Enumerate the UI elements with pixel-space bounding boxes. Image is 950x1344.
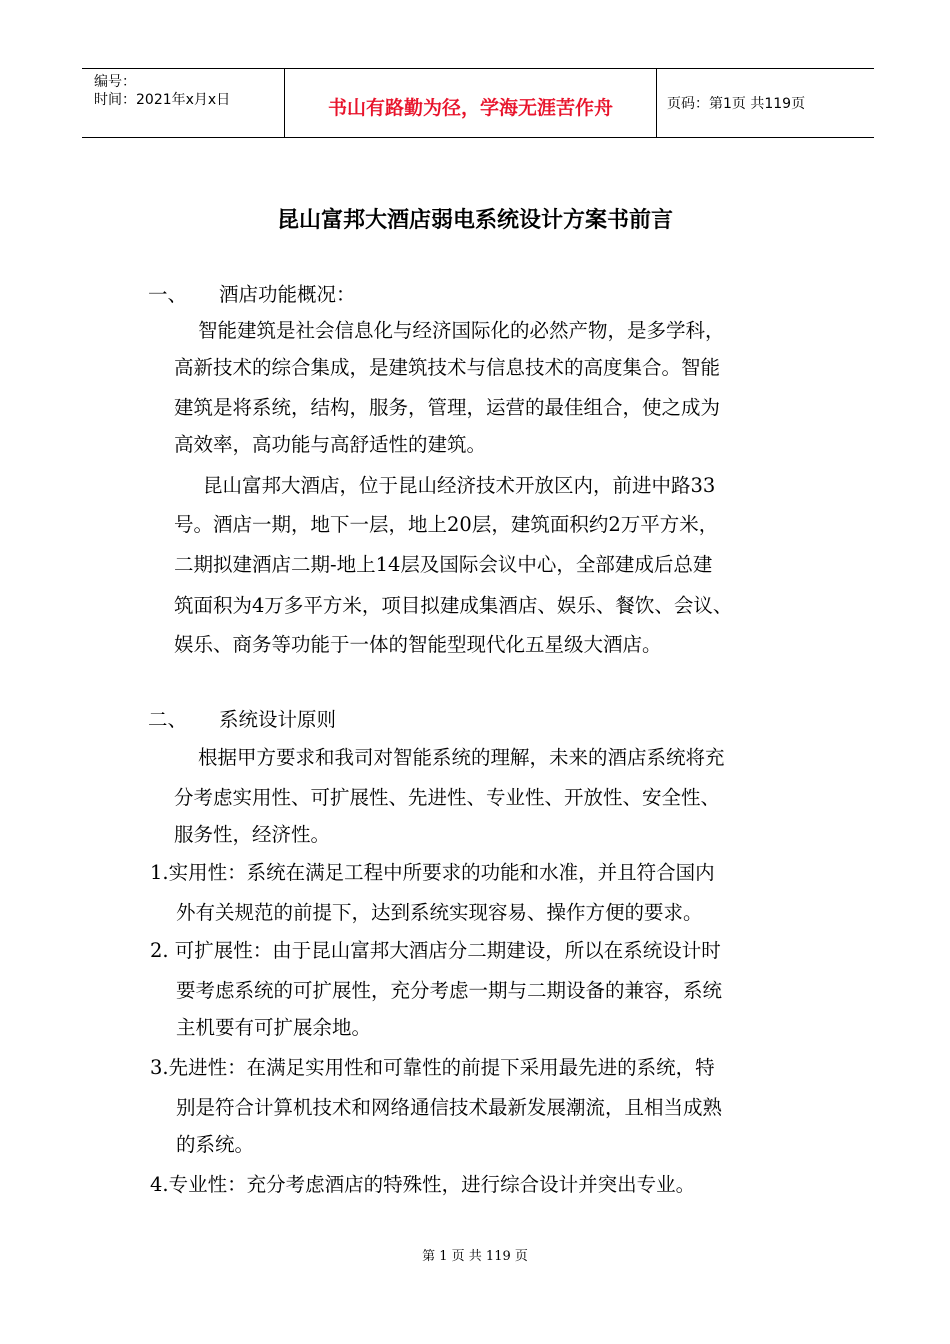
section2-intro-line: 根据甲方要求和我司对智能系统的理解，未来的酒店系统将充: [198, 746, 725, 769]
section1-p1-line: 高效率，高功能与高舒适性的建筑。: [174, 433, 487, 456]
principle-item-line: 外有关规范的前提下，达到系统实现容易、操作方便的要求。: [176, 901, 703, 924]
section1-p2-line: 昆山富邦大酒店，位于昆山经济技术开放区内，前进中路33: [203, 474, 716, 497]
section1-p2-line: 筑面积为4万多平方米，项目拟建成集酒店、娱乐、餐饮、会议、: [174, 594, 733, 617]
document-title: 昆山富邦大酒店弱电系统设计方案书前言: [276, 208, 673, 233]
header-right-cell: [657, 69, 874, 137]
header-page-code: 页码：第1页 共119页: [667, 96, 806, 112]
principle-item-line: 别是符合计算机技术和网络通信技术最新发展潮流，且相当成熟: [176, 1096, 723, 1119]
document-time-label: 时间：2021年x月x日: [94, 92, 231, 108]
page-header: [82, 68, 874, 138]
principle-item-line: 4.专业性：充分考虑酒店的特殊性，进行综合设计并突出专业。: [150, 1173, 696, 1196]
section1-p2-line: 号。酒店一期，地下一层，地上20层，建筑面积约2万平方米，: [174, 513, 719, 536]
section1-p1-line: 建筑是将系统，结构，服务，管理，运营的最佳组合，使之成为: [174, 396, 721, 419]
header-middle-cell: [285, 69, 657, 137]
header-left-cell: [82, 69, 285, 137]
section2-intro-line: 服务性，经济性。: [174, 823, 331, 846]
section1-heading-number: 一、: [148, 283, 188, 306]
principle-item-line: 1.实用性：系统在满足工程中所要求的功能和水准，并且符合国内: [150, 861, 715, 884]
section2-heading-number: 二、: [148, 708, 188, 731]
principle-item-line: 2. 可扩展性：由于昆山富邦大酒店分二期建设，所以在系统设计时: [150, 939, 721, 962]
section1-p1-line: 智能建筑是社会信息化与经济国际化的必然产物，是多学科，: [198, 319, 725, 342]
section1-heading-text: 酒店功能概况：: [219, 283, 356, 306]
section1-p2-line: 娱乐、商务等功能于一体的智能型现代化五星级大酒店。: [174, 633, 662, 656]
principle-item-line: 主机要有可扩展余地。: [176, 1016, 372, 1039]
document-number-label: 编号：: [94, 74, 136, 90]
section2-intro-line: 分考虑实用性、可扩展性、先进性、专业性、开放性、安全性、: [174, 786, 721, 809]
principle-item-line: 的系统。: [176, 1133, 255, 1156]
section1-p1-line: 高新技术的综合集成，是建筑技术与信息技术的高度集合。智能: [174, 356, 721, 379]
section2-heading-text: 系统设计原则: [219, 708, 337, 731]
principle-item-line: 要考虑系统的可扩展性，充分考虑一期与二期设备的兼容，系统: [176, 979, 723, 1002]
page-footer: 第 1 页 共 119 页: [422, 1249, 528, 1264]
section1-p2-line: 二期拟建酒店二期-地上14层及国际会议中心，全部建成后总建: [174, 553, 713, 576]
header-motto: 书山有路勤为径，学海无涯苦作舟: [327, 97, 613, 119]
principle-item-line: 3.先进性：在满足实用性和可靠性的前提下采用最先进的系统，特: [150, 1056, 715, 1079]
